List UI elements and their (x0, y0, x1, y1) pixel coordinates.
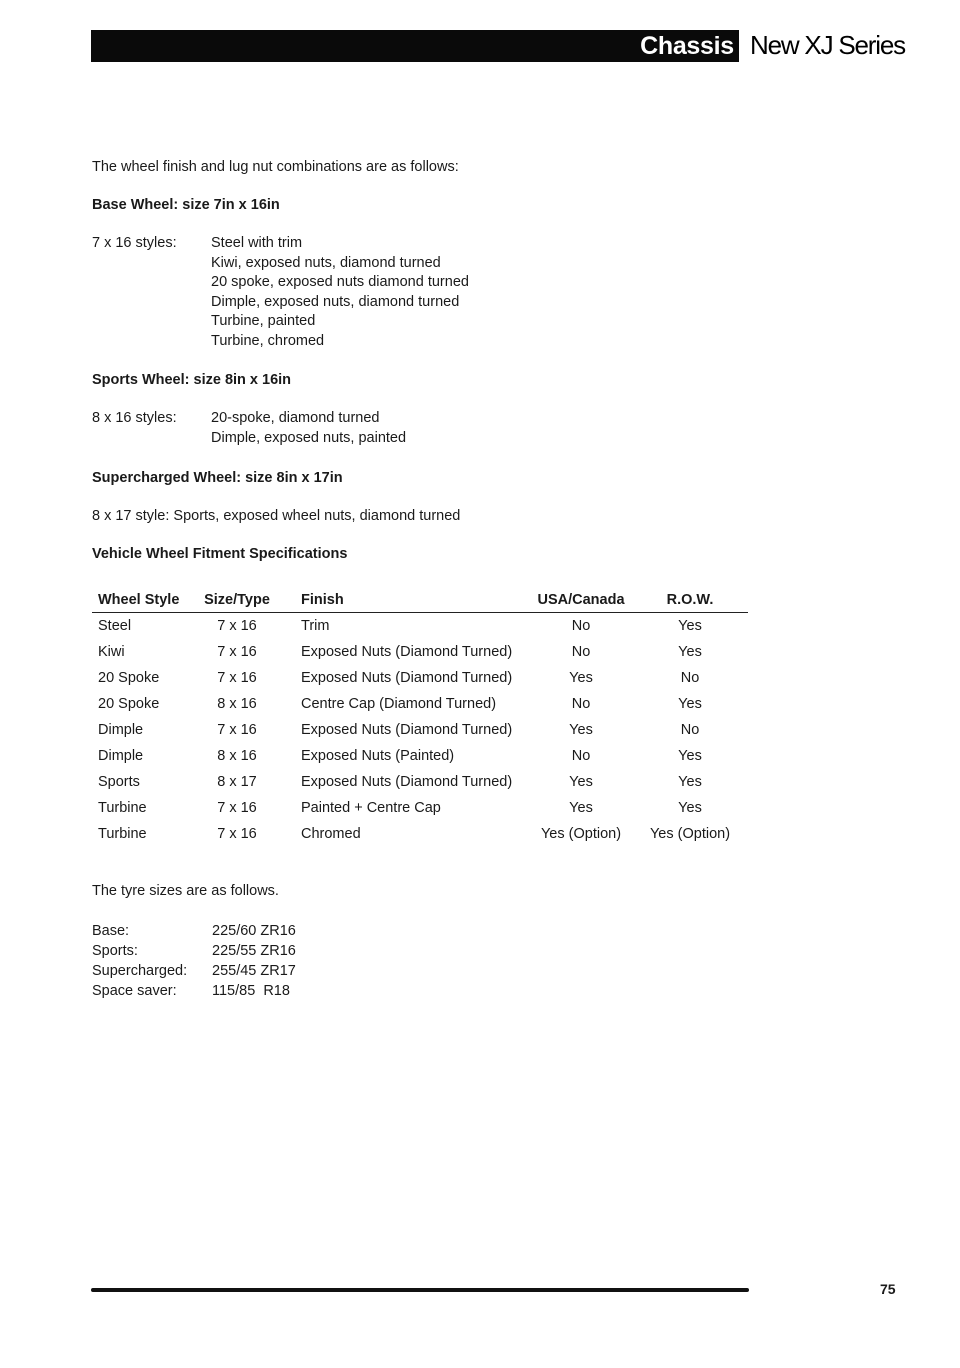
table-cell: Kiwi (98, 644, 125, 660)
list-item: Dimple, exposed nuts, diamond turned (211, 293, 460, 310)
column-header: USA/Canada (537, 592, 625, 608)
tyre-value: 225/60 ZR16 (212, 923, 296, 939)
table-cell: 7 x 16 (217, 800, 257, 816)
tyre-values (212, 921, 296, 1001)
tyre-label: Sports: (92, 943, 138, 959)
table-cell: Dimple (98, 722, 144, 738)
table-cell: Painted + Centre Cap (301, 800, 441, 816)
table-row (92, 769, 748, 795)
column-header: R.O.W. (666, 592, 714, 608)
table-cell: Yes (678, 644, 702, 660)
tyre-value: 225/55 ZR16 (212, 943, 296, 959)
table-cell: 7 x 16 (217, 826, 257, 842)
table-row (92, 691, 748, 717)
sports-wheel-label: 8 x 16 styles: (92, 410, 177, 426)
table-row (92, 795, 748, 821)
table-cell: No (571, 696, 591, 712)
tyre-label: Supercharged: (92, 963, 188, 979)
table-cell: Chromed (301, 826, 361, 842)
tyre-labels (92, 921, 187, 1001)
supercharged-wheel-text: 8 x 17 style: Sports, exposed wheel nuts, diamond turned (92, 508, 461, 524)
table-cell: 7 x 16 (217, 618, 257, 634)
table-cell: Yes (Option) (540, 826, 622, 842)
table-cell: No (571, 618, 591, 634)
table-cell: No (680, 670, 700, 686)
table-cell: Yes (569, 800, 593, 816)
column-header: Finish (301, 592, 344, 608)
table-cell: Exposed Nuts (Painted) (301, 748, 455, 764)
table-row (92, 639, 748, 665)
table-header-row (92, 588, 748, 613)
table-cell: 20 Spoke (98, 670, 160, 686)
list-item: Turbine, chromed (211, 332, 325, 349)
table-cell: Trim (301, 618, 330, 634)
list-item: 20-spoke, diamond turned (211, 410, 380, 426)
list-item: Dimple, exposed nuts, painted (211, 429, 407, 446)
table-cell: Yes (569, 670, 593, 686)
list-item: Turbine, painted (211, 313, 316, 329)
section-title: Chassis (640, 32, 734, 60)
page-number: 75 (880, 1281, 896, 1297)
table-cell: Centre Cap (Diamond Turned) (301, 696, 497, 712)
table-cell: No (571, 644, 591, 660)
base-wheel-styles (211, 234, 469, 351)
tyre-intro: The tyre sizes are as follows. (92, 883, 279, 899)
table-row (92, 821, 748, 847)
fitment-table (92, 588, 748, 847)
table-row (92, 717, 748, 743)
base-wheel-label: 7 x 16 styles: (92, 235, 177, 251)
tyre-label: Space saver: (92, 983, 177, 999)
column-header: Wheel Style (98, 592, 180, 608)
table-cell: 7 x 16 (217, 644, 257, 660)
table-cell: Turbine (98, 826, 147, 842)
table-cell: 7 x 16 (217, 722, 257, 738)
fitment-heading: Vehicle Wheel Fitment Specifications (92, 546, 348, 562)
table-cell: No (680, 722, 700, 738)
table-cell: Yes (569, 774, 593, 790)
table-body (92, 613, 748, 847)
list-item: Steel with trim (211, 235, 303, 251)
table-cell: Steel (98, 618, 132, 634)
table-cell: Exposed Nuts (Diamond Turned) (301, 644, 513, 660)
tyre-label: Base: (92, 923, 130, 939)
table-cell: Yes (678, 800, 702, 816)
table-cell: 20 Spoke (98, 696, 160, 712)
table-row (92, 613, 748, 639)
table-cell: Yes (678, 774, 702, 790)
table-row (92, 743, 748, 769)
sports-wheel-styles (211, 409, 406, 448)
table-cell: Yes (Option) (649, 826, 731, 842)
base-wheel-heading: Base Wheel: size 7in x 16in (92, 197, 280, 213)
table-cell: Exposed Nuts (Diamond Turned) (301, 722, 513, 738)
table-cell: Sports (98, 774, 140, 790)
column-header: Size/Type (204, 592, 270, 608)
table-cell: 8 x 17 (217, 774, 257, 790)
table-cell: Exposed Nuts (Diamond Turned) (301, 774, 513, 790)
table-cell: 8 x 16 (217, 748, 257, 764)
table-cell: Yes (678, 748, 702, 764)
table-cell: Yes (678, 696, 702, 712)
table-cell: 8 x 16 (217, 696, 257, 712)
sports-wheel-heading: Sports Wheel: size 8in x 16in (92, 372, 292, 388)
table-row (92, 665, 748, 691)
list-item: 20 spoke, exposed nuts diamond turned (211, 274, 469, 290)
table-cell: Yes (678, 618, 702, 634)
tyre-value: 255/45 ZR17 (212, 963, 296, 979)
intro-text: The wheel finish and lug nut combinations are as follows: (92, 159, 459, 175)
table-cell: Exposed Nuts (Diamond Turned) (301, 670, 513, 686)
footer-rule (91, 1288, 749, 1292)
table-cell: Turbine (98, 800, 147, 816)
supercharged-wheel-heading: Supercharged Wheel: size 8in x 17in (92, 470, 343, 486)
tyre-value: 115/85 R18 (212, 983, 290, 999)
table-cell: No (571, 748, 591, 764)
table-cell: 7 x 16 (217, 670, 257, 686)
document-title: New XJ Series (750, 30, 905, 60)
list-item: Kiwi, exposed nuts, diamond turned (211, 254, 441, 271)
table-cell: Yes (569, 722, 593, 738)
table-cell: Dimple (98, 748, 144, 764)
